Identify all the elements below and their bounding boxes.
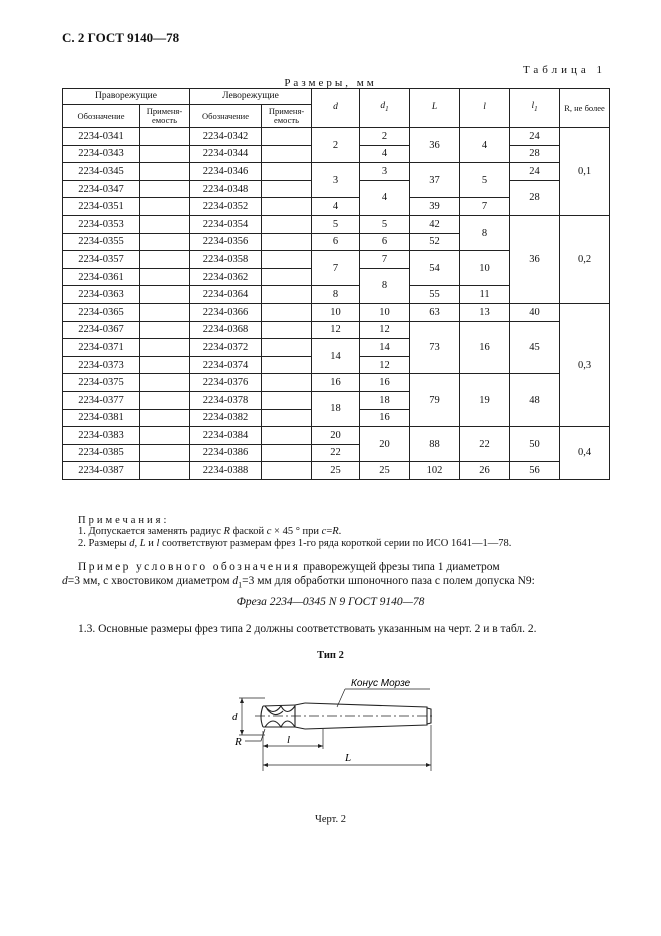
l-cell: 19 xyxy=(460,374,510,427)
d1-cell: 4 xyxy=(360,145,410,163)
table-row xyxy=(63,321,610,339)
designation-cell: 2234-0368 xyxy=(190,321,262,339)
page-header: С. 2 ГОСТ 9140—78 xyxy=(62,30,180,45)
drawing-title: Тип 2 xyxy=(317,650,344,661)
designation-cell: 2234-0362 xyxy=(190,268,262,286)
d-cell: 6 xyxy=(312,233,360,251)
d1-cell: 4 xyxy=(360,180,410,215)
l1-cell: 24 xyxy=(510,128,560,146)
designation-cell: 2234-0378 xyxy=(190,391,262,409)
L-cell: 42 xyxy=(410,215,460,233)
designation-cell: 2234-0372 xyxy=(190,339,262,357)
d1-cell: 20 xyxy=(360,427,410,462)
d1-cell: 8 xyxy=(360,268,410,303)
header-l: l xyxy=(460,89,510,128)
l-cell: 11 xyxy=(460,286,510,304)
header-applicability-right: Применя-емость xyxy=(140,105,190,128)
l1-cell: 28 xyxy=(510,180,560,215)
designation-cell: 2234-0381 xyxy=(63,409,140,427)
drawing-caption: Черт. 2 xyxy=(315,814,346,825)
L-cell: 88 xyxy=(410,427,460,462)
d1-cell: 5 xyxy=(360,215,410,233)
R-cell: 0,1 xyxy=(560,128,610,216)
designation-cell: 2234-0342 xyxy=(190,128,262,146)
designation-cell: 2234-0366 xyxy=(190,303,262,321)
l-cell: 10 xyxy=(460,251,510,286)
notes-title: Примечания: xyxy=(78,515,170,526)
d1-cell: 16 xyxy=(360,374,410,392)
designation-cell: 2234-0343 xyxy=(63,145,140,163)
header-l1: $l_1$ xyxy=(510,89,560,128)
designation-cell: 2234-0361 xyxy=(63,268,140,286)
l1-cell: 45 xyxy=(510,321,560,374)
d-cell: 5 xyxy=(312,215,360,233)
R-cell: 0,2 xyxy=(560,215,610,303)
designation-cell: 2234-0358 xyxy=(190,251,262,269)
d-cell: 8 xyxy=(312,286,360,304)
L-cell: 79 xyxy=(410,374,460,427)
table-row xyxy=(63,374,610,392)
designation-example: Фреза 2234—0345 N 9 ГОСТ 9140—78 xyxy=(236,596,425,608)
header-R: R, не более xyxy=(560,89,610,128)
d-cell: 14 xyxy=(312,339,360,374)
d-cell: 10 xyxy=(312,303,360,321)
table-row xyxy=(63,163,610,181)
d1-cell: 25 xyxy=(360,462,410,480)
dimensions-table xyxy=(62,88,610,480)
l-cell: 16 xyxy=(460,321,510,374)
table-row xyxy=(63,427,610,445)
designation-cell: 2234-0367 xyxy=(63,321,140,339)
header-d1: $d_1$ xyxy=(360,89,410,128)
l1-cell: 50 xyxy=(510,427,560,462)
note-2: 2. Размеры d, L и l соответствуют размерам фрез 1-го ряда короткой серии по ИСО 1641—1—78. xyxy=(78,538,512,549)
header-left-cutting: Леворежущие xyxy=(190,89,312,105)
designation-cell: 2234-0387 xyxy=(63,462,140,480)
designation-cell: 2234-0348 xyxy=(190,180,262,198)
table-caption: Размеры, мм xyxy=(284,77,377,89)
table-row xyxy=(63,303,610,321)
L-cell: 52 xyxy=(410,233,460,251)
d1-cell: 6 xyxy=(360,233,410,251)
designation-cell: 2234-0375 xyxy=(63,374,140,392)
designation-cell: 2234-0347 xyxy=(63,180,140,198)
designation-cell: 2234-0355 xyxy=(63,233,140,251)
l1-cell: 56 xyxy=(510,462,560,480)
d-cell: 18 xyxy=(312,391,360,426)
d-cell: 3 xyxy=(312,163,360,198)
l-cell: 7 xyxy=(460,198,510,216)
designation-cell: 2234-0371 xyxy=(63,339,140,357)
l1-cell: 24 xyxy=(510,163,560,181)
cutter-drawing xyxy=(195,665,445,775)
R-cell: 0,4 xyxy=(560,427,610,480)
table-number: Таблица 1 xyxy=(522,64,606,76)
designation-cell: 2234-0344 xyxy=(190,145,262,163)
designation-cell: 2234-0365 xyxy=(63,303,140,321)
d1-cell: 2 xyxy=(360,128,410,146)
designation-cell: 2234-0356 xyxy=(190,233,262,251)
table-row xyxy=(63,462,610,480)
l1-cell: 40 xyxy=(510,303,560,321)
designation-cell: 2234-0374 xyxy=(190,356,262,374)
designation-cell: 2234-0357 xyxy=(63,251,140,269)
designation-cell: 2234-0373 xyxy=(63,356,140,374)
d-cell: 12 xyxy=(312,321,360,339)
d1-cell: 18 xyxy=(360,391,410,409)
designation-cell: 2234-0388 xyxy=(190,462,262,480)
d-cell: 20 xyxy=(312,427,360,445)
L-cell: 55 xyxy=(410,286,460,304)
d1-cell: 12 xyxy=(360,321,410,339)
header-right-cutting: Праворежущие xyxy=(63,89,190,105)
l-cell: 4 xyxy=(460,128,510,163)
d1-cell: 3 xyxy=(360,163,410,181)
designation-cell: 2234-0377 xyxy=(63,391,140,409)
L-cell: 36 xyxy=(410,128,460,163)
L-cell: 63 xyxy=(410,303,460,321)
l1-cell: 48 xyxy=(510,374,560,427)
d-cell: 22 xyxy=(312,444,360,462)
header-applicability-left: Применя-емость xyxy=(262,105,312,128)
designation-cell: 2234-0345 xyxy=(63,163,140,181)
designation-cell: 2234-0346 xyxy=(190,163,262,181)
l1-cell: 36 xyxy=(510,215,560,303)
header-designation-right: Обозначение xyxy=(63,105,140,128)
table-row xyxy=(63,215,610,233)
L-cell: 39 xyxy=(410,198,460,216)
R-cell: 0,3 xyxy=(560,303,610,426)
l-cell: 8 xyxy=(460,215,510,250)
designation-cell: 2234-0382 xyxy=(190,409,262,427)
designation-cell: 2234-0353 xyxy=(63,215,140,233)
l1-cell: 28 xyxy=(510,145,560,163)
designation-cell: 2234-0351 xyxy=(63,198,140,216)
drawing-label-L: L xyxy=(345,752,352,764)
designation-cell: 2234-0376 xyxy=(190,374,262,392)
drawing-label-R: R xyxy=(235,736,242,748)
L-cell: 54 xyxy=(410,251,460,286)
designation-cell: 2234-0383 xyxy=(63,427,140,445)
designation-cell: 2234-0384 xyxy=(190,427,262,445)
note-1: 1. Допускается заменять радиус R фаской c × 45 ° при c=R. xyxy=(78,526,342,537)
l-cell: 13 xyxy=(460,303,510,321)
designation-cell: 2234-0352 xyxy=(190,198,262,216)
d-cell: 25 xyxy=(312,462,360,480)
L-cell: 102 xyxy=(410,462,460,480)
L-cell: 37 xyxy=(410,163,460,198)
designation-cell: 2234-0341 xyxy=(63,128,140,146)
header-d: d xyxy=(312,89,360,128)
drawing-label-morse-taper: Конус Морзе xyxy=(351,678,411,689)
l-cell: 5 xyxy=(460,163,510,198)
d1-cell: 14 xyxy=(360,339,410,357)
d-cell: 16 xyxy=(312,374,360,392)
d-cell: 2 xyxy=(312,128,360,163)
table-row xyxy=(63,128,610,146)
drawing-label-d: d xyxy=(232,711,238,723)
l-cell: 22 xyxy=(460,427,510,462)
designation-cell: 2234-0363 xyxy=(63,286,140,304)
d1-cell: 16 xyxy=(360,409,410,427)
d1-cell: 10 xyxy=(360,303,410,321)
designation-cell: 2234-0385 xyxy=(63,444,140,462)
header-L: L xyxy=(410,89,460,128)
L-cell: 73 xyxy=(410,321,460,374)
drawing-label-l: l xyxy=(287,734,291,746)
header-designation-left: Обозначение xyxy=(190,105,262,128)
d-cell: 7 xyxy=(312,251,360,286)
d-cell: 4 xyxy=(312,198,360,216)
designation-cell: 2234-0354 xyxy=(190,215,262,233)
d1-cell: 12 xyxy=(360,356,410,374)
designation-cell: 2234-0386 xyxy=(190,444,262,462)
l-cell: 26 xyxy=(460,462,510,480)
designation-example-paragraph: Пример условного обозначения праворежущей фрезы типа 1 диаметром d=3 мм, с хвостовиком диаметром $d_1=3$ мм для обработки шпоночного паза с полем допуска N9: xyxy=(62,561,535,590)
d1-cell: 7 xyxy=(360,251,410,269)
paragraph-1-3: 1.3. Основные размеры фрез типа 2 должны соответствовать указанным на черт. 2 и в табл. 2. xyxy=(78,623,537,635)
designation-cell: 2234-0364 xyxy=(190,286,262,304)
